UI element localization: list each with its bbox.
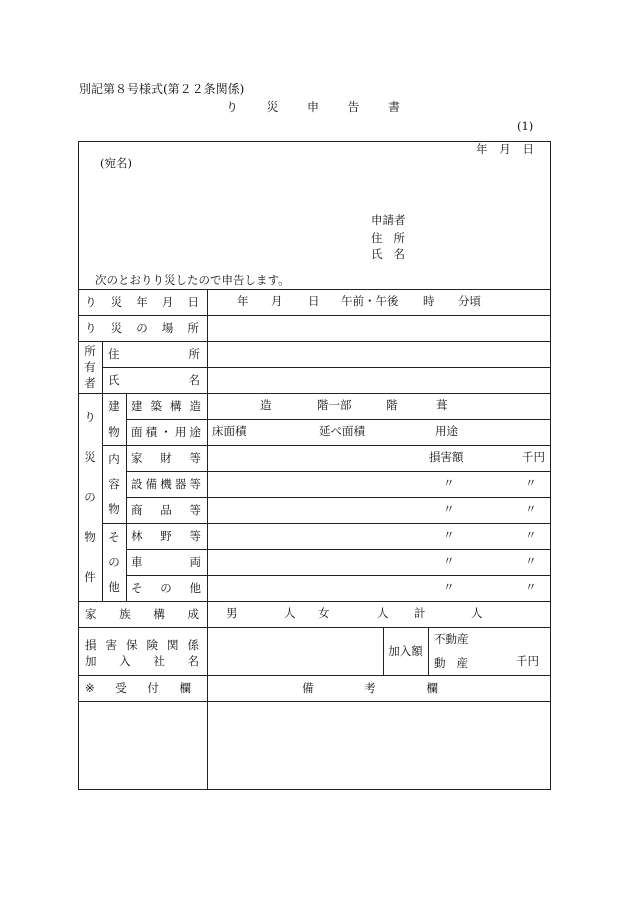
label-char: の bbox=[108, 554, 120, 569]
owner-group-label bbox=[78, 343, 102, 391]
title-char: り bbox=[226, 100, 239, 114]
label-char: 等 bbox=[189, 451, 201, 465]
label-char: ・ bbox=[160, 425, 172, 439]
label-char: 構 bbox=[153, 607, 165, 621]
rule bbox=[126, 393, 127, 601]
form-id: 別記第８号様式(第２２条関係) bbox=[79, 82, 245, 96]
label-char: 住 bbox=[108, 347, 120, 361]
structure-floors: 階一部 bbox=[317, 398, 352, 412]
ditto-mark: 〃 bbox=[525, 528, 537, 542]
goods-label bbox=[131, 497, 201, 523]
label-char: 名 bbox=[393, 247, 405, 261]
title-char: 申 bbox=[306, 100, 319, 114]
ditto-mark: 〃 bbox=[525, 554, 537, 568]
disaster-date-label bbox=[85, 289, 199, 315]
owner-name-field[interactable] bbox=[208, 368, 550, 392]
label-char: 面 bbox=[131, 425, 143, 439]
remarks-heading bbox=[302, 675, 438, 701]
ditto-mark: 〃 bbox=[525, 476, 537, 490]
label-char: 欄 bbox=[426, 681, 438, 695]
equipment-label bbox=[131, 471, 201, 497]
structure-roof: 葺 bbox=[436, 398, 448, 412]
label-char: 係 bbox=[187, 638, 199, 652]
label-char: 家 bbox=[131, 451, 143, 465]
title-char: 告 bbox=[347, 100, 360, 114]
declaration: 次のとおりり災したので申告します。 bbox=[95, 273, 290, 287]
label-char: 入 bbox=[119, 654, 131, 668]
month-label: 月 bbox=[499, 142, 511, 156]
structure-kai: 階 bbox=[386, 398, 398, 412]
family-person: 人 bbox=[284, 606, 296, 620]
title-char: 災 bbox=[266, 100, 279, 114]
label-char: 災 bbox=[110, 321, 123, 335]
ditto-mark: 〃 bbox=[525, 502, 537, 516]
label-char: 所 bbox=[84, 343, 96, 358]
label-char: 付 bbox=[147, 681, 159, 695]
label-char: 場 bbox=[161, 321, 174, 335]
label-char: 設 bbox=[131, 477, 143, 491]
label-char: 内 bbox=[108, 452, 120, 467]
label-char: 物 bbox=[108, 425, 120, 439]
building-group-label bbox=[102, 393, 126, 445]
structure-zo: 造 bbox=[260, 398, 272, 412]
label-char: 社 bbox=[153, 654, 165, 668]
forest-label bbox=[131, 523, 201, 549]
label-char: 車 bbox=[131, 555, 143, 569]
label-char: 名 bbox=[187, 654, 199, 668]
label-char: 他 bbox=[189, 581, 201, 595]
label-char: 両 bbox=[189, 555, 201, 569]
label-char: 所 bbox=[187, 321, 199, 335]
label-char: 途 bbox=[189, 425, 201, 439]
label-char: 成 bbox=[187, 607, 199, 621]
label-char: 保 bbox=[126, 638, 138, 652]
date-ampm: 午前・午後 bbox=[341, 294, 399, 308]
vehicle-label bbox=[131, 549, 201, 575]
misc-label bbox=[131, 575, 201, 601]
area-label bbox=[131, 419, 201, 445]
property-group-label bbox=[78, 397, 102, 597]
insurance-unit: 千円 bbox=[516, 654, 539, 668]
family-female: 女 bbox=[318, 606, 330, 620]
ditto-mark: 〃 bbox=[525, 580, 537, 594]
rule bbox=[428, 627, 429, 675]
date-month: 月 bbox=[271, 294, 283, 308]
label-char: 有 bbox=[84, 359, 96, 374]
movable-label bbox=[434, 656, 468, 670]
label-char: 等 bbox=[189, 503, 201, 517]
label-char: 構 bbox=[170, 399, 182, 413]
label-char: 財 bbox=[160, 451, 172, 465]
year-label: 年 bbox=[476, 142, 488, 156]
label-char: 商 bbox=[131, 503, 143, 517]
applicant-address bbox=[371, 231, 405, 245]
household-label bbox=[131, 445, 201, 471]
label-char: 林 bbox=[131, 529, 143, 543]
date-year: 年 bbox=[237, 294, 249, 308]
disaster-place-field[interactable] bbox=[208, 316, 550, 340]
label-char: 等 bbox=[189, 477, 201, 491]
label-char: 月 bbox=[161, 295, 174, 309]
other-group-label bbox=[102, 525, 126, 599]
label-char: 住 bbox=[371, 231, 383, 245]
label-char: 災 bbox=[84, 450, 96, 464]
label-char: ※ bbox=[85, 681, 95, 695]
total-area: 延べ面積 bbox=[319, 424, 365, 438]
page-number: (1) bbox=[517, 119, 534, 133]
label-char: 物 bbox=[84, 530, 96, 544]
reception-heading bbox=[85, 675, 191, 701]
label-char: 建 bbox=[108, 399, 120, 413]
applicant-name bbox=[371, 247, 405, 261]
label-char: 考 bbox=[364, 681, 376, 695]
label-char: 産 bbox=[456, 656, 468, 670]
label-char: 用 bbox=[174, 425, 187, 439]
ditto-mark: 〃 bbox=[443, 554, 455, 568]
insured-amount-label: 加入額 bbox=[388, 644, 423, 658]
ditto-mark: 〃 bbox=[443, 580, 455, 594]
label-char: 欄 bbox=[179, 681, 191, 695]
label-char: 災 bbox=[110, 295, 123, 309]
label-char: の bbox=[160, 581, 172, 595]
label-char: 等 bbox=[189, 529, 201, 543]
label-char: 品 bbox=[160, 503, 172, 517]
label-char: 名 bbox=[188, 373, 200, 387]
label-char: 容 bbox=[108, 476, 120, 491]
addressee: (宛名) bbox=[100, 156, 132, 170]
applicant-label: 申請者 bbox=[371, 213, 406, 227]
label-char: 備 bbox=[302, 681, 314, 695]
rule bbox=[102, 341, 103, 393]
family-male: 男 bbox=[226, 606, 238, 620]
label-char: 受 bbox=[115, 681, 127, 695]
owner-name-label bbox=[108, 367, 200, 393]
contents-group-label bbox=[102, 447, 126, 521]
ditto-mark: 〃 bbox=[443, 528, 455, 542]
label-char: り bbox=[84, 410, 96, 424]
date-day: 日 bbox=[308, 294, 320, 308]
label-char: 加 bbox=[85, 654, 97, 668]
label-char: 年 bbox=[136, 295, 148, 309]
form-title bbox=[226, 101, 400, 113]
label-char: 害 bbox=[105, 638, 117, 652]
label-char: 険 bbox=[146, 638, 158, 652]
owner-address-label bbox=[108, 341, 200, 367]
label-char: 損 bbox=[85, 638, 97, 652]
owner-address-field[interactable] bbox=[208, 342, 550, 366]
label-char: 築 bbox=[150, 399, 162, 413]
insurance-label-1 bbox=[85, 638, 199, 652]
reception-field[interactable] bbox=[79, 702, 206, 789]
use: 用途 bbox=[435, 424, 458, 438]
label-char: 族 bbox=[119, 607, 131, 621]
label-char: 所 bbox=[188, 347, 200, 361]
family-person: 人 bbox=[377, 606, 389, 620]
date-minute: 分頃 bbox=[458, 294, 481, 308]
family-label bbox=[85, 601, 199, 627]
disaster-place-label bbox=[85, 315, 199, 341]
label-char: 物 bbox=[108, 501, 120, 516]
damage-label: 損害額 bbox=[429, 450, 464, 464]
label-char: 他 bbox=[108, 579, 120, 594]
label-char: の bbox=[84, 490, 96, 504]
label-char: 建 bbox=[131, 399, 143, 413]
structure-label bbox=[131, 393, 201, 419]
label-char: 機 bbox=[160, 477, 172, 491]
label-char: 器 bbox=[174, 477, 187, 491]
date-hour: 時 bbox=[423, 294, 435, 308]
real-estate-label: 不動産 bbox=[434, 632, 469, 646]
label-char: の bbox=[136, 321, 148, 335]
day-label: 日 bbox=[522, 142, 534, 156]
insurance-label-2 bbox=[85, 654, 199, 668]
floor-area: 床面積 bbox=[212, 424, 247, 438]
label-char: り bbox=[85, 295, 97, 309]
label-char: 関 bbox=[167, 638, 179, 652]
label-char: そ bbox=[108, 530, 120, 545]
label-char: 氏 bbox=[108, 373, 120, 387]
label-char: 野 bbox=[160, 529, 172, 543]
ditto-mark: 〃 bbox=[443, 502, 455, 516]
label-char: 備 bbox=[145, 477, 158, 491]
submit-date bbox=[476, 142, 534, 156]
label-char: 動 bbox=[434, 656, 446, 670]
damage-unit: 千円 bbox=[522, 450, 545, 464]
family-total: 計 bbox=[414, 606, 426, 620]
title-char: 書 bbox=[387, 100, 400, 114]
label-char: 日 bbox=[187, 295, 199, 309]
label-char: 家 bbox=[85, 607, 97, 621]
label-char: 氏 bbox=[371, 247, 383, 261]
label-char: そ bbox=[131, 581, 143, 595]
label-char: 造 bbox=[189, 399, 201, 413]
insurance-company-field[interactable] bbox=[208, 628, 382, 674]
label-char: 積 bbox=[145, 425, 158, 439]
label-char: 件 bbox=[84, 570, 96, 584]
label-char: 者 bbox=[84, 375, 96, 390]
label-char: り bbox=[85, 321, 97, 335]
label-char: 所 bbox=[393, 231, 405, 245]
family-person: 人 bbox=[471, 606, 483, 620]
remarks-field[interactable] bbox=[208, 702, 550, 789]
ditto-mark: 〃 bbox=[443, 476, 455, 490]
